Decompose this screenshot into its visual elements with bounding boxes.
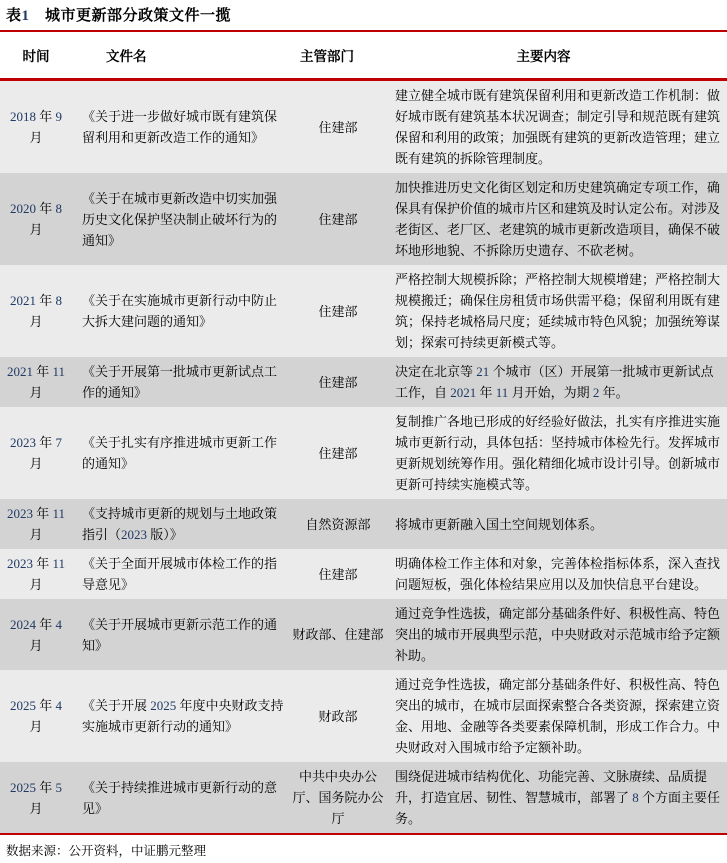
doc-name-cell: 《关于在城市更新改造中切实加强历史文化保护坚决制止破坏行为的通知》 (82, 190, 278, 248)
content-cell: 围绕促进城市结构优化、功能完善、文脉赓续、品质提升，打造宜居、韧性、智慧城市，部署了 8 个方面主要任务。 (395, 769, 721, 826)
column-header-dept: 主管部门 (290, 32, 386, 80)
doc-name-cell: 《关于开展城市更新示范工作的通知》 (82, 616, 278, 653)
table-row (0, 265, 727, 357)
time-cell: 2025 年 4 月 (9, 698, 62, 734)
doc-name-cell: 《关于在实施城市更新行动中防止大拆大建问题的通知》 (82, 293, 278, 329)
content-cell: 决定在北京等 21 个城市（区）开展第一批城市更新试点工作，自 2021 年 11 月开始，为期 2 年。 (395, 364, 714, 400)
doc-name-cell: 《关于持续推进城市更新行动的意见》 (82, 779, 278, 816)
content-cell: 通过竞争性选拔，确定部分基础条件好、积极性高、特色突出的城市开展典型示范，中央财政对示范城市给予定额补助。 (395, 606, 721, 663)
time-cell: 2023 年 7 月 (9, 435, 62, 471)
table-row (0, 670, 727, 762)
dept-cell: 住建部 (318, 211, 358, 227)
time-cell: 2023 年 11 月 (6, 506, 66, 542)
header-row (0, 32, 727, 80)
content-cell: 明确体检工作主体和对象，完善体检指标体系，深入查找问题短板，强化体检结果应用以及加快信息平台建设。 (395, 556, 721, 592)
dept-cell: 住建部 (318, 374, 358, 390)
time-cell: 2023 年 11 月 (6, 556, 66, 592)
dept-cell: 住建部 (318, 119, 358, 135)
content-cell: 将城市更新融入国土空间规划体系。 (395, 516, 604, 532)
column-header-content: 主要内容 (386, 32, 727, 80)
content-cell: 复制推广各地已形成的好经验好做法，扎实有序推进实施城市更新行动，具体包括：坚持城市体检先行。发挥城市更新规划统筹作用。强化精细化城市设计引导。创新城市更新可持续实施模式等。 (395, 414, 721, 492)
table-row (0, 357, 727, 407)
dept-cell: 住建部 (318, 445, 358, 461)
table-row (0, 80, 727, 174)
dept-cell: 住建部 (318, 566, 358, 582)
content-cell: 通过竞争性选拔，确定部分基础条件好、积极性高、特色突出的城市，在城市层面探索整合各类资源，探索建立资金、用地、金融等各类要素保障机制，形成工作合力。中央财政对入围城市给予定额补助。 (395, 677, 721, 755)
content-cell: 严格控制大规模拆除；严格控制大规模增建；严格控制大规模搬迁；确保住房租赁市场供需平稳；保留利用既有建筑；保持老城格局尺度；延续城市特色风貌；加强统筹谋划；探索可持续更新模式等。 (395, 272, 721, 350)
table-row (0, 499, 727, 549)
time-cell: 2024 年 4 月 (9, 616, 62, 653)
time-cell: 2025 年 5 月 (9, 779, 62, 816)
doc-name-cell: 《支持城市更新的规划与土地政策指引（2023 版）》 (82, 506, 278, 542)
time-cell: 2020 年 8 月 (9, 201, 62, 237)
time-cell: 2021 年 11 月 (6, 364, 66, 400)
policy-table-body (0, 80, 727, 835)
table-title: 表1 城市更新部分政策文件一揽 (0, 0, 727, 32)
column-header-time: 时间 (0, 32, 72, 80)
policy-table (0, 32, 727, 835)
column-header-docname: 文件名 (72, 32, 290, 80)
dept-cell: 财政部 (318, 708, 358, 724)
dept-cell: 自然资源部 (305, 516, 371, 532)
doc-name-cell: 《关于开展第一批城市更新试点工作的通知》 (82, 364, 278, 400)
table-row (0, 762, 727, 834)
table-row (0, 173, 727, 265)
table-row (0, 599, 727, 670)
time-cell: 2018 年 9 月 (9, 109, 62, 145)
content-cell: 加快推进历史文化街区划定和历史建筑确定专项工作，确保具有保护价值的城市片区和建筑及时认定公布。对涉及老街区、老厂区、老建筑的城市更新改造项目，确保不破坏地形地貌、不拆除历史遗存、不砍老树。 (395, 180, 721, 258)
dept-cell: 中共中央办公厅、国务院办公厅 (292, 769, 384, 826)
source-note: 数据来源：公开资料，中证鹏元整理 (6, 844, 207, 858)
content-cell: 建立健全城市既有建筑保留利用和更新改造工作机制：做好城市既有建筑基本状况调查；制定引导和规范既有建筑保留和利用的政策；加强既有建筑的更新改造管理；建立既有建筑的拆除管理制度。 (395, 88, 721, 166)
dept-cell: 财政部、住建部 (292, 627, 384, 642)
doc-name-cell: 《关于全面开展城市体检工作的指导意见》 (82, 556, 278, 592)
dept-cell: 住建部 (318, 303, 358, 319)
doc-name-cell: 《关于开展 2025 年度中央财政支持实施城市更新行动的通知》 (82, 698, 284, 734)
doc-name-cell: 《关于扎实有序推进城市更新工作的通知》 (82, 435, 278, 471)
doc-name-cell: 《关于进一步做好城市既有建筑保留利用和更新改造工作的通知》 (82, 109, 278, 145)
table-row (0, 407, 727, 499)
time-cell: 2021 年 8 月 (9, 293, 62, 329)
table-row (0, 549, 727, 599)
table-header (0, 32, 727, 80)
